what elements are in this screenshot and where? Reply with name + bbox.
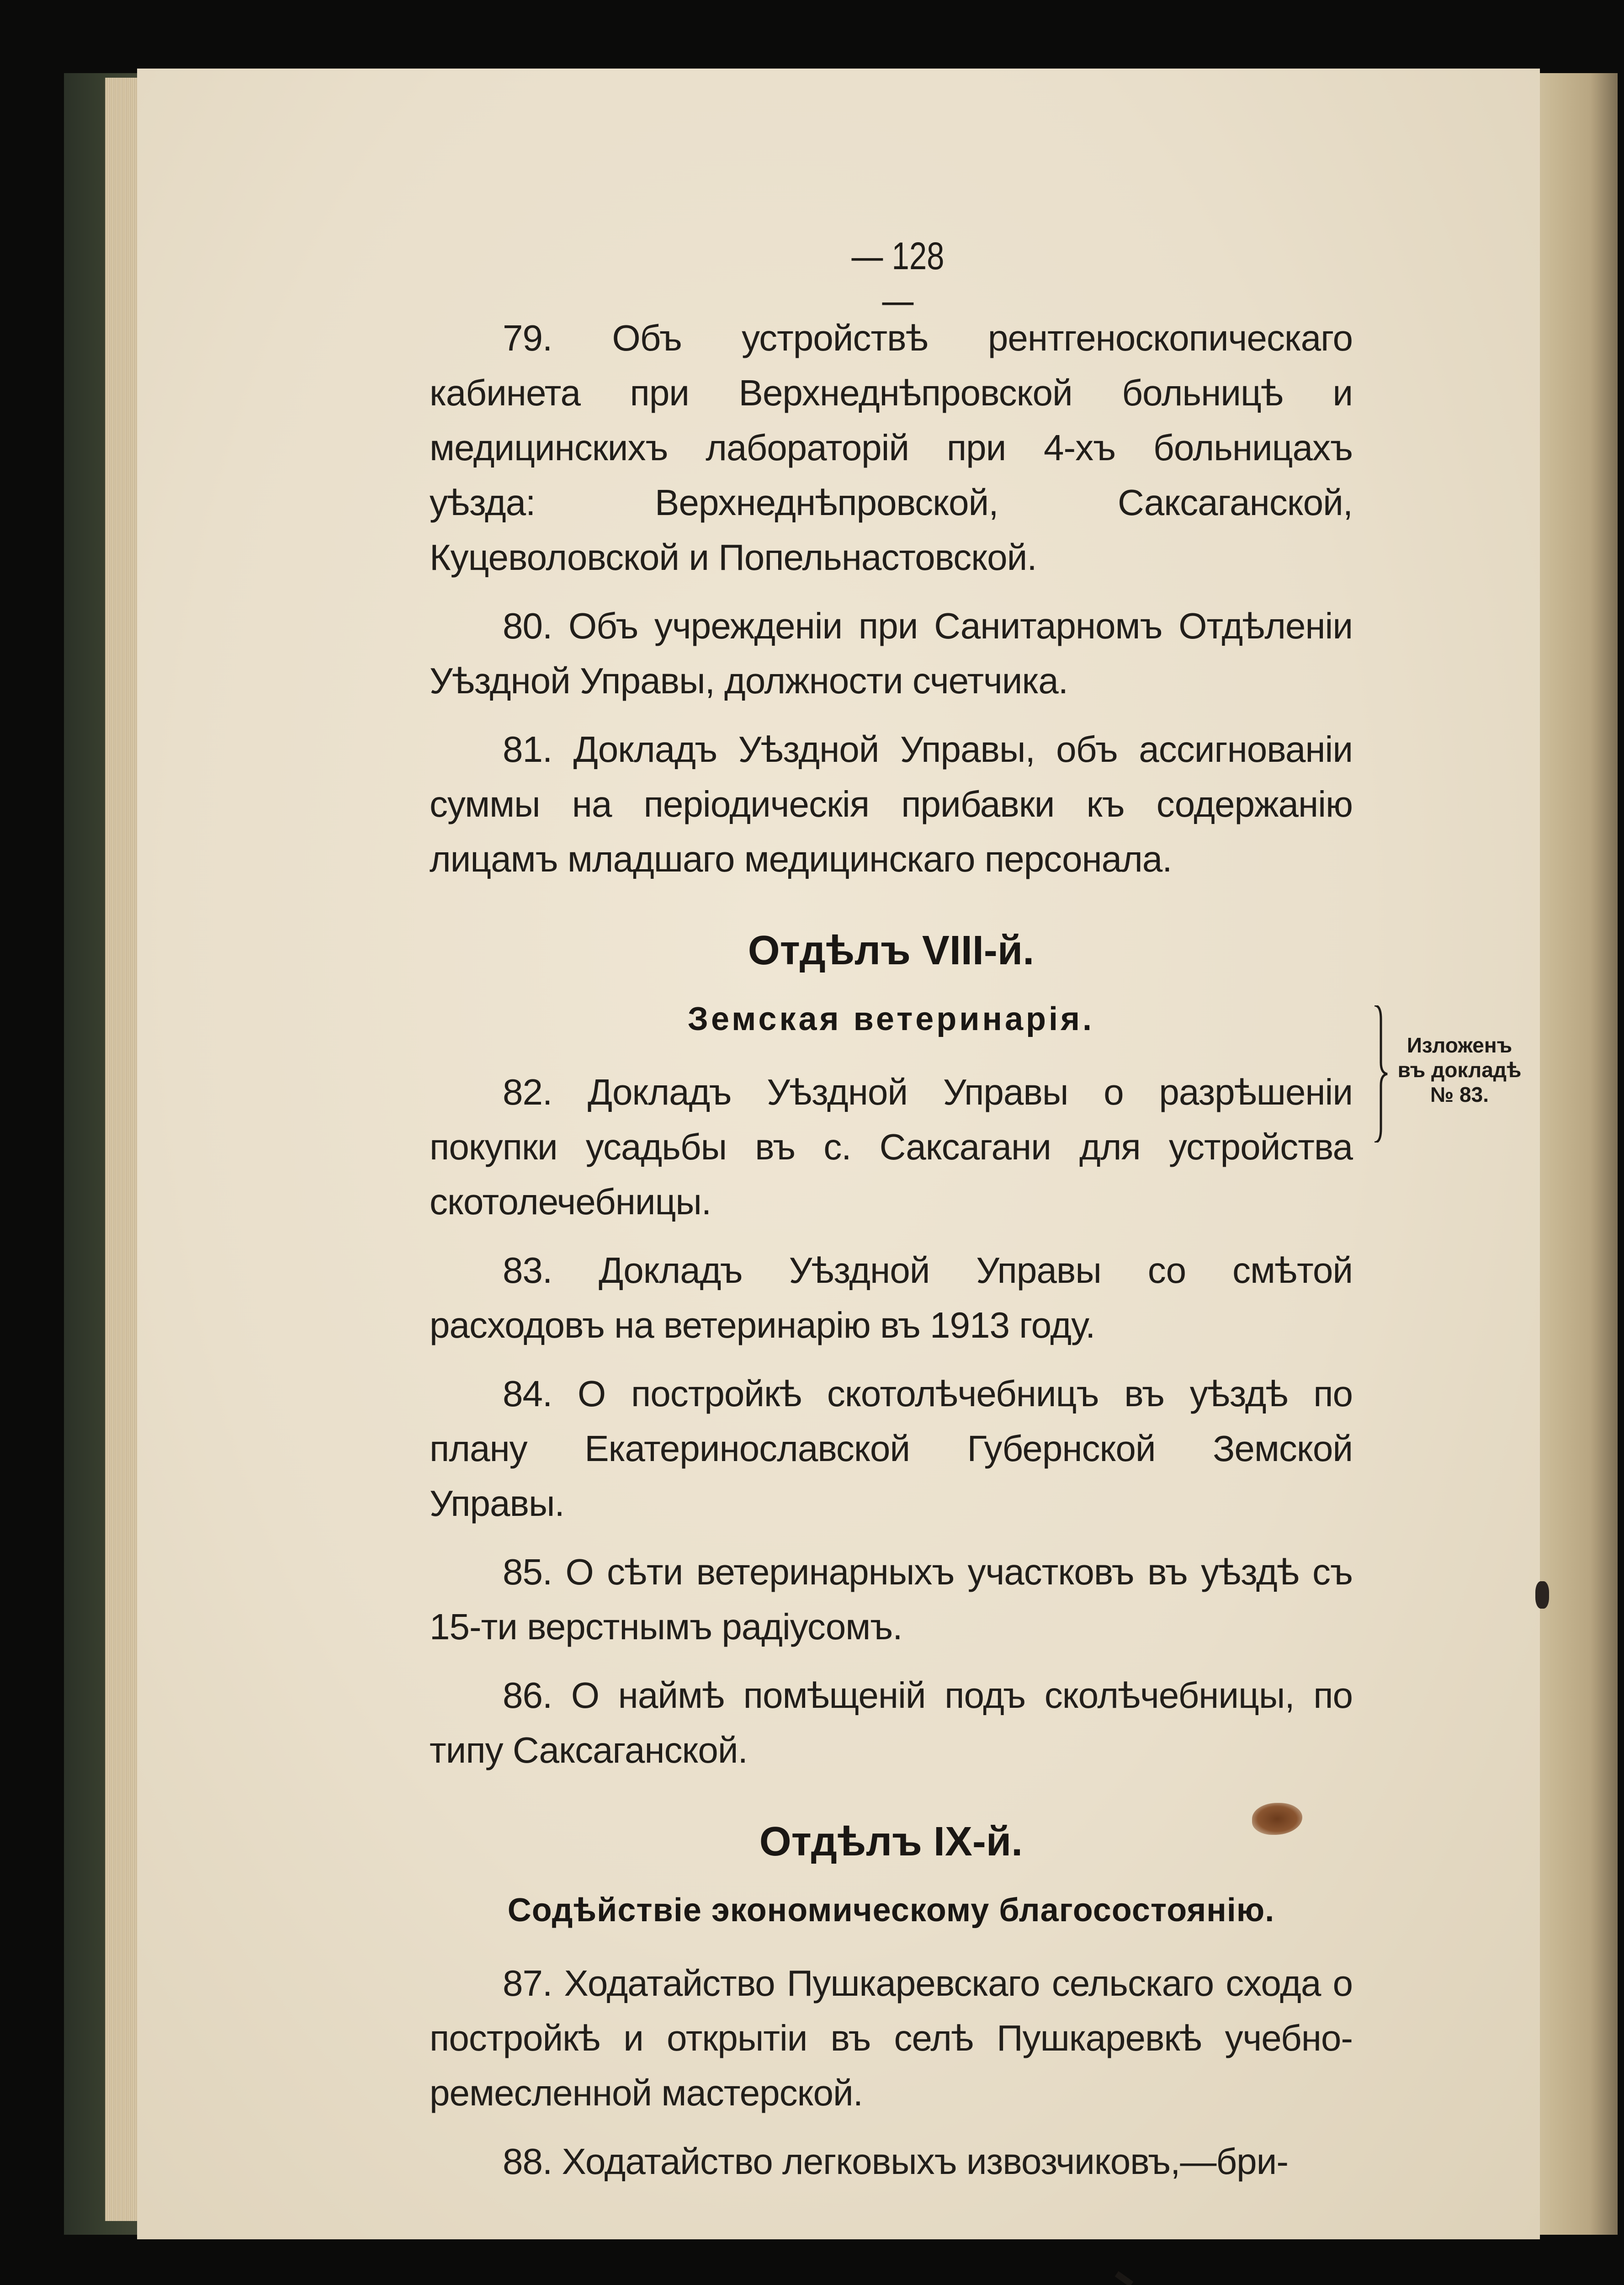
binding-mark	[1535, 1581, 1549, 1609]
margin-note-text	[1391, 1033, 1528, 1107]
page-number: — 128 —	[851, 234, 945, 322]
list-item: 85. О сѣти ветеринарныхъ участковъ въ уѣздѣ съ 15-ти верстнымъ радіусомъ.	[430, 1552, 1353, 1647]
list-item: 79. Объ устройствѣ рентгеноскопическаго кабинета при Верхнеднѣпровской больницѣ и медицинскихъ лабораторій при 4-хъ больницахъ уѣзда: Верхнеднѣпровской, Саксаганской, Куцеволовской и Попельнастовской.	[430, 318, 1353, 578]
page-body	[430, 311, 1353, 2203]
list-item: 82. Докладъ Уѣздной Управы о разрѣшеніи покупки усадьбы въ с. Саксагани для устройства скотолечебницы.	[430, 1072, 1353, 1222]
margin-note-line: Изложенъ	[1406, 1033, 1513, 1057]
section-subtitle-9: Содѣйствіе экономическому благосостоянію.	[507, 1892, 1275, 1929]
list-item: 83. Докладъ Уѣздной Управы со смѣтой расходовъ на ветеринарію въ 1913 году.	[430, 1250, 1353, 1345]
list-item: 87. Ходатайство Пушкаревскаго сельскаго схода о постройкѣ и открытіи въ селѣ Пушкаревкѣ учебно-ремесленной мастерской.	[430, 1963, 1353, 2113]
section-title-9: Отдѣлъ IX-й.	[759, 1819, 1023, 1865]
list-item: 86. О наймѣ помѣщеній подъ сколѣчебницы, по типу Саксаганской.	[430, 1675, 1353, 1770]
brace-icon	[1371, 1005, 1389, 1142]
margin-note-line: № 83.	[1430, 1083, 1489, 1106]
section-title-8: Отдѣлъ VIII-й.	[748, 928, 1035, 973]
margin-note	[1371, 1005, 1526, 1142]
list-item: 84. О постройкѣ скотолѣчебницъ въ уѣздѣ по плану Екатеринославской Губернской Земской Управы.	[430, 1373, 1353, 1524]
list-item: 81. Докладъ Уѣздной Управы, объ ассигнованіи суммы на періодическія прибавки къ содержанію лицамъ младшаго медицинскаго персонала.	[430, 729, 1353, 879]
margin-note-line: въ докладѣ	[1397, 1058, 1522, 1082]
scan-artifact	[1115, 2271, 1134, 2285]
section-subtitle-8: Земская ветеринарія.	[687, 1001, 1095, 1037]
list-item: 80. Объ учрежденіи при Санитарномъ Отдѣленіи Уѣздной Управы, должности счетчика.	[430, 606, 1353, 701]
list-item: 88. Ходатайство легковыхъ извозчиковъ,—бри-	[503, 2141, 1288, 2182]
